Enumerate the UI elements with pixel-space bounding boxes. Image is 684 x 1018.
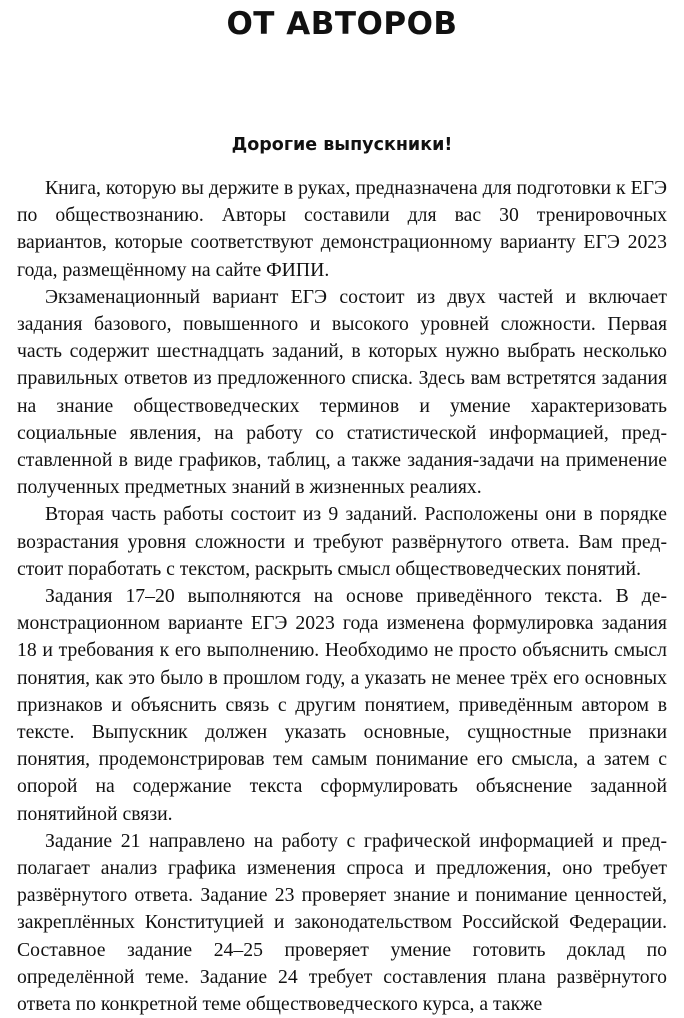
body-text [17,175,667,1018]
paragraph-tasks-17-20: Задания 17–20 выполняются на основе приведённого текста. В демонстрационном варианте ЕГЭ 2023 года изменена формулировка задания 18 и требования к его выполнению. Необходимо не просто объяснить смысл понятия, как это было в прошлом году, а указать не менее трёх его основных признаков и объяснить связь с другим понятием, приведённым автором в тексте. Выпускник должен указать основные, сущностные признаки понятия, продемонстрировав тем самым понимание его смысла, а затем с опорой на содержание текста сформулировать объяснение заданной понятийной связи. [17,585,667,825]
paragraph-second-part: Вторая часть работы состоит из 9 заданий. Расположены они в порядке возрастания уровня сложности и требуют развёрнутого ответа. Вам предстоит поработать с текстом, раскрыть смысл обществоведческих понятий. [17,503,667,580]
paragraph-intro: Книга, которую вы держите в руках, предназначена для подготовки к ЕГЭ по обществознанию. Авторы составили для вас 30 тренировочных вариантов, которые соответствуют демонстрационному варианту ЕГЭ 2023 года, размещённому на сайте ФИПИ. [17,177,667,281]
paragraph-tasks-21-25: Задание 21 направлено на работу с графической информацией и предполагает анализ графика изменения спроса и предложения, оно требует развёрнутого ответа. Задание 23 проверяет знание и понимание ценностей, закреплённых Конституцией и законодательством Российской Федерации. Составное задание 24–25 проверяет умение готовить доклад по определённой теме. Задание 24 требует составления плана развёрнутого ответа по конкретной теме обществоведческого курса, а также [17,829,667,1016]
greeting-heading: Дорогие выпускники! [231,135,453,155]
page-title: ОТ АВТОРОВ [226,6,458,42]
paragraph-exam-structure: Экзаменационный вариант ЕГЭ состоит из двух частей и включает задания базового, повышенного и высокого уровней сложности. Первая часть содержит шестнадцать заданий, в которых нужно выбрать несколько правильных ответов из предложенного списка. Здесь вам встретятся задания на знание обществоведческих терминов и умение характеризовать социальные явления, на работу со статистической информацией, представленной в виде графиков, таблиц, а также задания-задачи на применение полученных предметных знаний в жизненных реалиях. [17,285,667,499]
